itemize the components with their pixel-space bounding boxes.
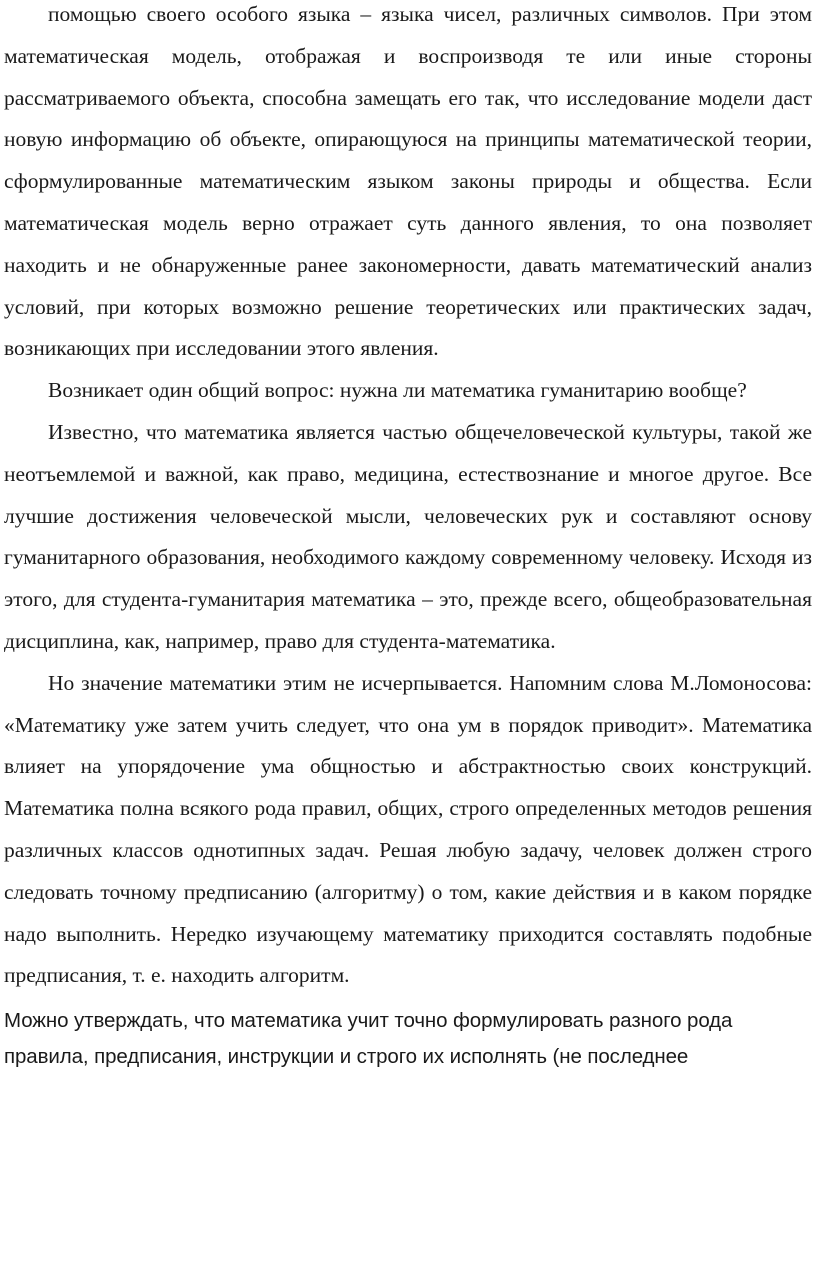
paragraph-culture: Известно, что математика является частью общечеловеческой культуры, такой же неотъемлемой и важной, как право, медицина, естествознание и многое другое. Все лучшие достижения человеческой мысли, человеческих рук и составляют основу гуманитарного образования, необходимого каждому современному человеку. Исходя из этого, для студента-гуманитария математика – это, прежде всего, общеобразовательная дисциплина, как, например, право для студента-математика. [4,419,812,653]
paragraph-question: Возникает один общий вопрос: нужна ли математика гуманитарию вообще? [48,378,747,403]
paragraph-lomonosov: Но значение математики этим не исчерпывается. Напомним слова М.Ломоносова: «Математику уже затем учить следует, что она ум в порядок приводит». Математика влияет на упорядочение ума общностью и абстрактностью своих конструкций. Математика полна всякого рода правил, общих, строго определенных методов решения различных классов однотипных задач. Решая любую задачу, человек должен строго следовать точному предписанию (алгоритму) о том, какие действия и в каком порядке надо выполнить. Нередко изучающему математику приходится составлять подобные предписания, т. е. находить алгоритм. [4,670,812,988]
paragraph-math-model: помощью своего особого языка – языка чисел, различных символов. При этом математическая модель, отображая и воспроизводя те или иные стороны рассматриваемого объекта, способна замещать его так, что исследование модели даст новую информацию об объекте, опирающуюся на принципы математической теории, сформулированные математическим языком законы природы и общества. Если математическая модель верно отражает суть данного явления, то она позволяет находить и не обнаруженные ранее закономерности, давать математический анализ условий, при которых возможно решение теоретических или практических задач, возникающих при исследовании этого явления. [4,2,812,361]
paragraph-conclusion: Можно утверждать, что математика учит точно формулировать разного рода правила, предписания, инструкции и строго их исполнять (не последнее [4,1009,733,1069]
